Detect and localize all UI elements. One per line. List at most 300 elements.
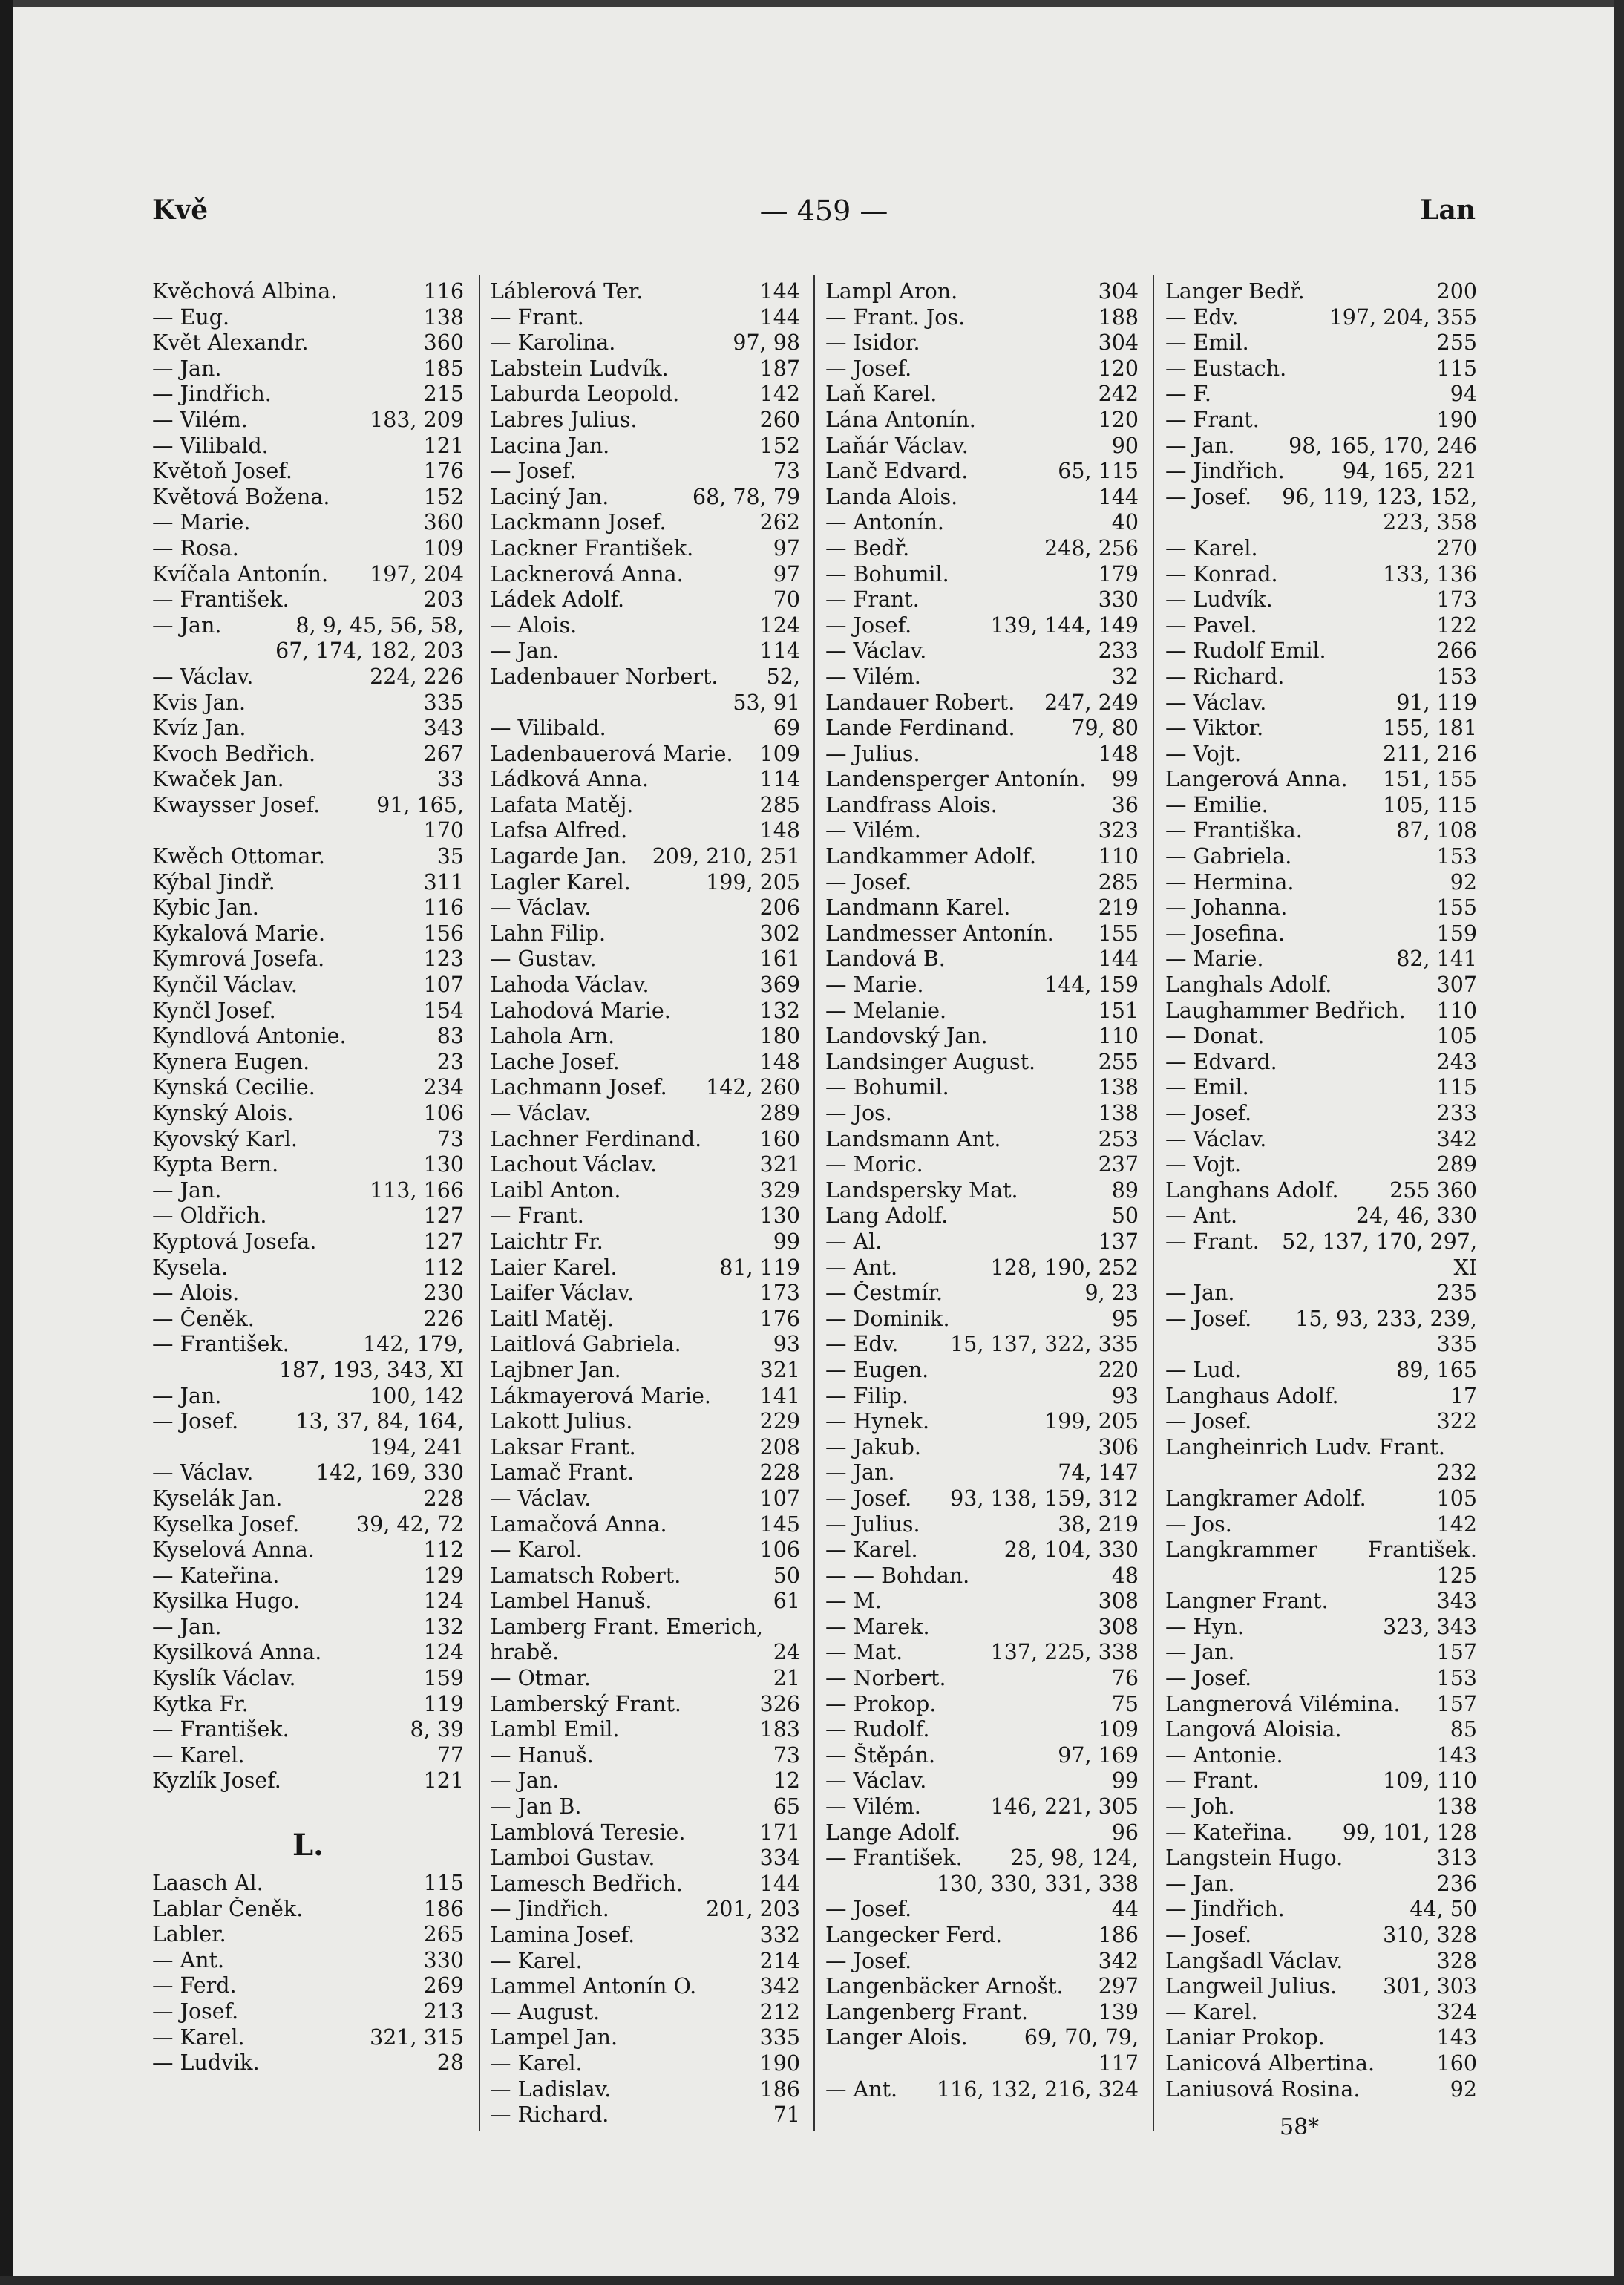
index-entry [152,947,464,972]
index-entry [490,1255,800,1281]
index-entry [152,1384,464,1410]
entry-name: — Františka. [1165,818,1303,843]
entry-name: Lambl Emil. [490,1717,620,1742]
index-entry [490,844,800,870]
entry-pages: 255 [1098,1049,1139,1074]
entry-name: — Václav. [825,638,927,664]
index-entry [1165,1666,1477,1692]
entry-pages: 324 [1436,1999,1477,2024]
index-entry [152,1255,464,1281]
entry-pages: 116 [423,895,464,921]
index-entry [152,1973,464,1999]
entry-name: — Hynek. [825,1409,930,1434]
entry-pages: 142, 179, [363,1332,464,1357]
index-entry [152,1127,464,1153]
entry-pages: 124 [423,1589,464,1614]
entry-pages: 255 [1436,330,1477,356]
entry-name: Langhaus Adolf. [1165,1383,1339,1408]
index-entry [825,510,1139,536]
entry-pages: 224, 226 [370,664,464,689]
entry-name: Lajbner Jan. [490,1357,621,1382]
index-entry [490,1460,800,1486]
entry-pages: 92 [1450,2076,1477,2102]
index-entry [152,664,464,690]
index-entry [1165,1152,1477,1178]
entry-pages: 155 [1436,895,1477,921]
entry-name: Láblerová Ter. [490,279,644,304]
entry-name: — Václav. [1165,690,1267,715]
entry-name: Kynčl Josef. [152,998,276,1023]
entry-pages: 99 [1111,767,1139,792]
index-entry [1165,742,1477,768]
index-entry [825,1050,1139,1076]
entry-pages: 69, 70, 79, [1024,2025,1139,2050]
entry-pages: 342 [1436,1126,1477,1151]
entry-name: Lahodová Marie. [490,998,671,1023]
entry-name: — Frant. [490,304,584,330]
index-entry [152,1743,464,1769]
entry-pages: 112 [423,1537,464,1563]
entry-pages: 255 360 [1389,1177,1477,1203]
entry-name: Kvíz Jan. [152,716,246,741]
entry-name: Langkrammer [1165,1537,1317,1563]
entry-pages: 212 [759,1999,800,2024]
index-entry [490,1717,800,1743]
entry-pages: 141 [759,1383,800,1408]
entry-pages: 253 [1098,1126,1139,1151]
entry-name: — Jan. [152,1614,222,1639]
entry-name: — Edv. [825,1332,899,1357]
index-entry [1165,1435,1477,1461]
index-entry [152,1460,464,1486]
entry-pages: 197, 204, 355 [1329,304,1477,330]
entry-pages: 50 [773,1563,800,1588]
entry-name: Laňár Václav. [825,433,969,458]
index-entry [490,1692,800,1718]
entry-name: — Dominik. [825,1306,950,1331]
entry-pages: 322 [1436,1409,1477,1434]
entry-pages: 71 [773,2102,800,2128]
entry-name: — Karel. [152,2024,245,2050]
entry-pages: 289 [759,1101,800,1125]
index-entry [1165,1358,1477,1384]
entry-name: — Jan. [152,356,222,381]
entry-name: Langner Frant. [1165,1589,1329,1614]
entry-name: — Jan. [1165,1640,1235,1665]
index-entry [152,2050,464,2076]
entry-name: Laksar Frant. [490,1434,636,1459]
entry-name: — Otmar. [490,1666,591,1691]
entry-name: — Jos. [1165,1511,1232,1537]
entry-pages: 138 [1436,1794,1477,1820]
index-entry [152,1358,464,1384]
entry-pages: 321 [759,1357,800,1382]
entry-name: — Karel. [490,2050,583,2076]
entry-name: — Jindřich. [1165,459,1285,484]
index-entry [825,1384,1139,1410]
index-entry [825,459,1139,485]
entry-name: — Jan. [1165,1281,1235,1306]
entry-pages: 308 [1098,1589,1139,1614]
entry-pages: 236 [1436,1871,1477,1896]
entry-pages: 110 [1098,1024,1139,1049]
index-entry [825,2025,1139,2051]
entry-pages: 81, 119 [719,1255,800,1280]
index-entry [825,1255,1139,1281]
entry-name: Lackmann Josef. [490,510,667,535]
entry-name: Langenbäcker Arnošt. [825,1974,1064,1999]
index-entry [152,998,464,1024]
entry-name: — Norbert. [825,1666,946,1691]
entry-name: — Josef. [1165,1101,1252,1125]
index-entry [490,1307,800,1333]
entry-name: — Eug. [152,304,230,330]
index-entry [1165,664,1477,690]
entry-pages: 156 [423,921,464,946]
entry-name: — Ant. [1165,1203,1238,1229]
entry-pages: 44, 50 [1409,1897,1477,1922]
entry-pages: 144 [759,1871,800,1896]
entry-pages: 32 [1111,664,1139,689]
entry-name: Kyzlík Josef. [152,1768,281,1794]
entry-pages: 112 [423,1255,464,1280]
index-entry [1165,1178,1477,1204]
index-entry [825,1563,1139,1589]
entry-pages: 285 [759,792,800,817]
entry-pages: 179 [1098,561,1139,586]
entry-name: Lackner František. [490,535,694,560]
index-entry [152,742,464,768]
entry-name: Květ Alexandr. [152,330,309,356]
entry-pages: 76 [1111,1666,1139,1691]
entry-name: Kyovský Karl. [152,1126,298,1151]
entry-pages: 130 [759,1203,800,1229]
entry-pages: 137, 225, 338 [990,1640,1139,1665]
entry-name: — Václav. [1165,1126,1267,1151]
entry-name: — Eugen. [825,1357,929,1382]
index-entry [1165,972,1477,998]
entry-name: — Isidor. [825,330,920,356]
entry-name: Kyslík Václav. [152,1666,296,1691]
entry-pages: 99 [1111,1768,1139,1794]
entry-pages: 248, 256 [1044,535,1139,560]
entry-name: Kvíčala Antonín. [152,561,329,586]
index-entry [1165,1897,1477,1923]
entry-name: Lahola Arn. [490,1024,615,1049]
entry-pages: 153 [1436,1666,1477,1691]
entry-pages: František. [1367,1537,1477,1563]
index-entry [152,1024,464,1050]
entry-name: — Al. [825,1229,883,1254]
entry-pages: 143 [1436,1742,1477,1768]
index-entry [490,1512,800,1538]
index-entry [825,1332,1139,1358]
entry-name: — Josef. [825,1485,912,1511]
entry-pages: 145 [759,1511,800,1537]
section-letter: L. [292,1828,324,1863]
index-entry [490,1178,800,1204]
entry-pages: 109, 110 [1383,1768,1477,1794]
entry-pages: 74, 147 [1058,1460,1139,1485]
entry-name: Květoň Josef. [152,459,292,484]
index-entry [152,818,464,844]
entry-name: — František. [152,587,289,612]
entry-pages: 94 [1450,382,1477,407]
index-entry [490,1974,800,2000]
entry-name: Landfrass Alois. [825,792,998,817]
entry-name: Landmesser Antonín. [825,921,1054,946]
entry-pages: 83 [436,1024,464,1049]
entry-name: — Prokop. [825,1691,937,1716]
entry-name: Kyselová Anna. [152,1537,315,1563]
index-entry [1165,1127,1477,1153]
entry-pages: 65, 115 [1058,459,1139,484]
entry-pages: 215 [423,382,464,407]
entry-name: Langhals Adolf. [1165,972,1332,998]
entry-pages: 173 [1436,587,1477,612]
entry-pages: 144, 159 [1044,972,1139,998]
index-entry [490,1537,800,1563]
entry-pages: 203 [423,587,464,612]
index-entry [1165,1692,1477,1718]
index-entry [490,2051,800,2077]
entry-pages: 153 [1436,664,1477,689]
index-entry [490,895,800,921]
entry-pages: 105 [1436,1485,1477,1511]
entry-name: Langkramer Adolf. [1165,1485,1366,1511]
entry-name: — Lud. [1165,1357,1242,1382]
entry-name: Lána Antonín. [825,407,976,432]
index-entry [152,1332,464,1358]
entry-name: Kykalová Marie. [152,921,326,946]
index-entry [1165,1537,1477,1563]
entry-pages: 105, 115 [1383,792,1477,817]
entry-pages: 137 [1098,1229,1139,1254]
index-entry [1165,1768,1477,1794]
entry-name: Langšadl Václav. [1165,1948,1343,1973]
index-entry [1165,2025,1477,2051]
entry-name: Lanicová Albertina. [1165,2050,1375,2076]
entry-pages: 190 [759,2050,800,2076]
entry-pages: 161 [759,947,800,972]
index-entry [152,1101,464,1127]
entry-pages: 323 [1098,818,1139,843]
index-entry [1165,510,1477,536]
entry-name: Kynčil Václav. [152,972,298,998]
entry-name: — Oldřich. [152,1203,267,1229]
entry-pages: 302 [759,921,800,946]
entry-name: — Josef. [825,1897,912,1922]
index-entry [490,767,800,793]
index-entry [1165,305,1477,331]
entry-pages: 23 [436,1049,464,1074]
entry-pages: 92 [1450,869,1477,895]
index-entry [152,1563,464,1589]
index-entry [1165,1460,1477,1486]
entry-pages: 119 [423,1691,464,1716]
entry-pages: 155, 181 [1383,716,1477,741]
entry-name: — Marek. [825,1614,930,1639]
index-entry [152,1075,464,1101]
index-entry [152,1281,464,1307]
entry-name: Landkammer Adolf. [825,844,1037,869]
entry-name: — August. [490,1999,600,2024]
entry-pages: 142 [1436,1511,1477,1537]
entry-pages: 24 [773,1640,800,1665]
entry-pages: 120 [1098,407,1139,432]
entry-pages: 139 [1098,1999,1139,2024]
index-entry [490,2025,800,2051]
entry-pages: 100, 142 [370,1383,464,1408]
index-entry [490,1358,800,1384]
index-entry [825,844,1139,870]
entry-pages: 124 [423,1640,464,1665]
entry-name: Lamblová Teresie. [490,1820,686,1845]
entry-name: — Vilibald. [490,716,606,741]
index-entry [152,895,464,921]
entry-name: — Frant. Jos. [825,304,966,330]
entry-name: — Joh. [1165,1794,1235,1820]
entry-name: — Bohumil. [825,561,949,586]
entry-name: — Josef. [1165,484,1252,509]
entry-pages: 117 [1098,2050,1139,2076]
index-entry [1165,870,1477,896]
entry-pages: 142 [759,382,800,407]
entry-name: — F. [1165,382,1211,407]
entry-name: Lakott Julius. [490,1409,633,1434]
entry-name: — František. [152,1332,289,1357]
entry-pages: 25, 98, 124, [1010,1846,1139,1871]
entry-pages: 209, 210, 251 [652,844,800,869]
entry-name: Laichtr Fr. [490,1229,603,1254]
entry-pages: 44 [1111,1897,1139,1922]
index-entry [1165,1384,1477,1410]
entry-name: Kypta Bern. [152,1152,279,1177]
entry-pages: 15, 137, 322, 335 [950,1332,1139,1357]
entry-pages: 285 [1098,869,1139,895]
entry-name: Kvěchová Albina. [152,279,338,304]
entry-pages: 94, 165, 221 [1342,459,1477,484]
entry-pages: 194, 241 [370,1434,464,1459]
entry-name: — M. [825,1589,882,1614]
index-entry [490,1563,800,1589]
entry-name: Kyndlová Antonie. [152,1024,347,1049]
index-entry [490,972,800,998]
entry-pages: 138 [1098,1075,1139,1100]
entry-pages: 93 [1111,1383,1139,1408]
index-entry [152,510,464,536]
index-entry [825,1358,1139,1384]
index-entry [1165,1872,1477,1897]
entry-pages: 142, 260 [706,1075,800,1100]
entry-name: Lagler Karel. [490,869,631,895]
entry-pages: 151, 155 [1383,767,1477,792]
scan-border-bottom [0,2276,1624,2285]
index-entry [152,1512,464,1538]
index-entry [152,767,464,793]
entry-pages: 152 [759,433,800,458]
entry-pages: 369 [759,972,800,998]
index-entry [825,485,1139,511]
index-entry [490,1640,800,1666]
index-entry [825,2000,1139,2026]
entry-name: — Josef. [825,869,912,895]
entry-name: Lanč Edvard. [825,459,969,484]
entry-name: — Václav. [152,664,254,689]
entry-name: — Jan. [825,1460,895,1485]
entry-name: — Josef. [825,356,912,381]
index-entry [1165,1974,1477,2000]
entry-pages: 200 [1436,279,1477,304]
index-entry [825,870,1139,896]
entry-name: — Donat. [1165,1024,1265,1049]
entry-name: Ladenbauer Norbert. [490,664,718,689]
entry-pages: 326 [759,1691,800,1716]
index-entry [1165,279,1477,305]
entry-pages: 154 [423,998,464,1023]
entry-pages: 110 [1436,998,1477,1023]
entry-pages: 113, 166 [370,1177,464,1203]
entry-name: — Čeněk. [152,1306,255,1331]
entry-pages: 85 [1450,1717,1477,1742]
entry-name: Lamberg Frant. Emerich, [490,1614,764,1639]
index-entry [152,1615,464,1641]
entry-pages: 110 [1098,844,1139,869]
entry-name: Laitlová Gabriela. [490,1332,681,1357]
entry-pages: 65 [773,1794,800,1820]
index-entry [1165,1794,1477,1820]
index-entry [1165,1024,1477,1050]
index-entry [1165,844,1477,870]
entry-pages: 114 [759,638,800,664]
index-entry [490,690,800,716]
entry-pages: 180 [759,1024,800,1049]
entry-pages: 159 [423,1666,464,1691]
entry-name: — Josef. [825,612,912,638]
index-entry [152,1178,464,1204]
entry-pages: 173 [759,1281,800,1306]
index-entry [152,870,464,896]
entry-name: Květová Božena. [152,484,330,509]
index-entry [825,742,1139,768]
index-entry [152,587,464,613]
entry-pages: XI [1453,1255,1477,1280]
entry-name: Lablar Čeněk. [152,1896,304,1921]
entry-pages: 159 [1436,921,1477,946]
index-entry [490,1486,800,1512]
entry-pages: 138 [1098,1101,1139,1125]
entry-pages: 69 [773,716,800,741]
scan-border-right [1614,0,1624,2285]
entry-pages: 266 [1436,638,1477,664]
index-entry [490,1281,800,1307]
entry-name: Kytka Fr. [152,1691,249,1716]
index-entry [825,1949,1139,1975]
entry-name: — Antonie. [1165,1742,1283,1768]
entry-pages: 307 [1436,972,1477,998]
entry-name: — Josef. [1165,1409,1252,1434]
index-entry [490,664,800,690]
entry-name: Kyptová Josefa. [152,1229,317,1254]
index-entry [825,1281,1139,1307]
index-entry [1165,895,1477,921]
entry-name: — Julius. [825,1511,920,1537]
index-entry [825,1589,1139,1615]
entry-pages: 91, 165, [376,792,464,817]
entry-name: Landmann Karel. [825,895,1011,921]
index-entry [825,1152,1139,1178]
entry-name: — Josef. [825,1948,912,1973]
